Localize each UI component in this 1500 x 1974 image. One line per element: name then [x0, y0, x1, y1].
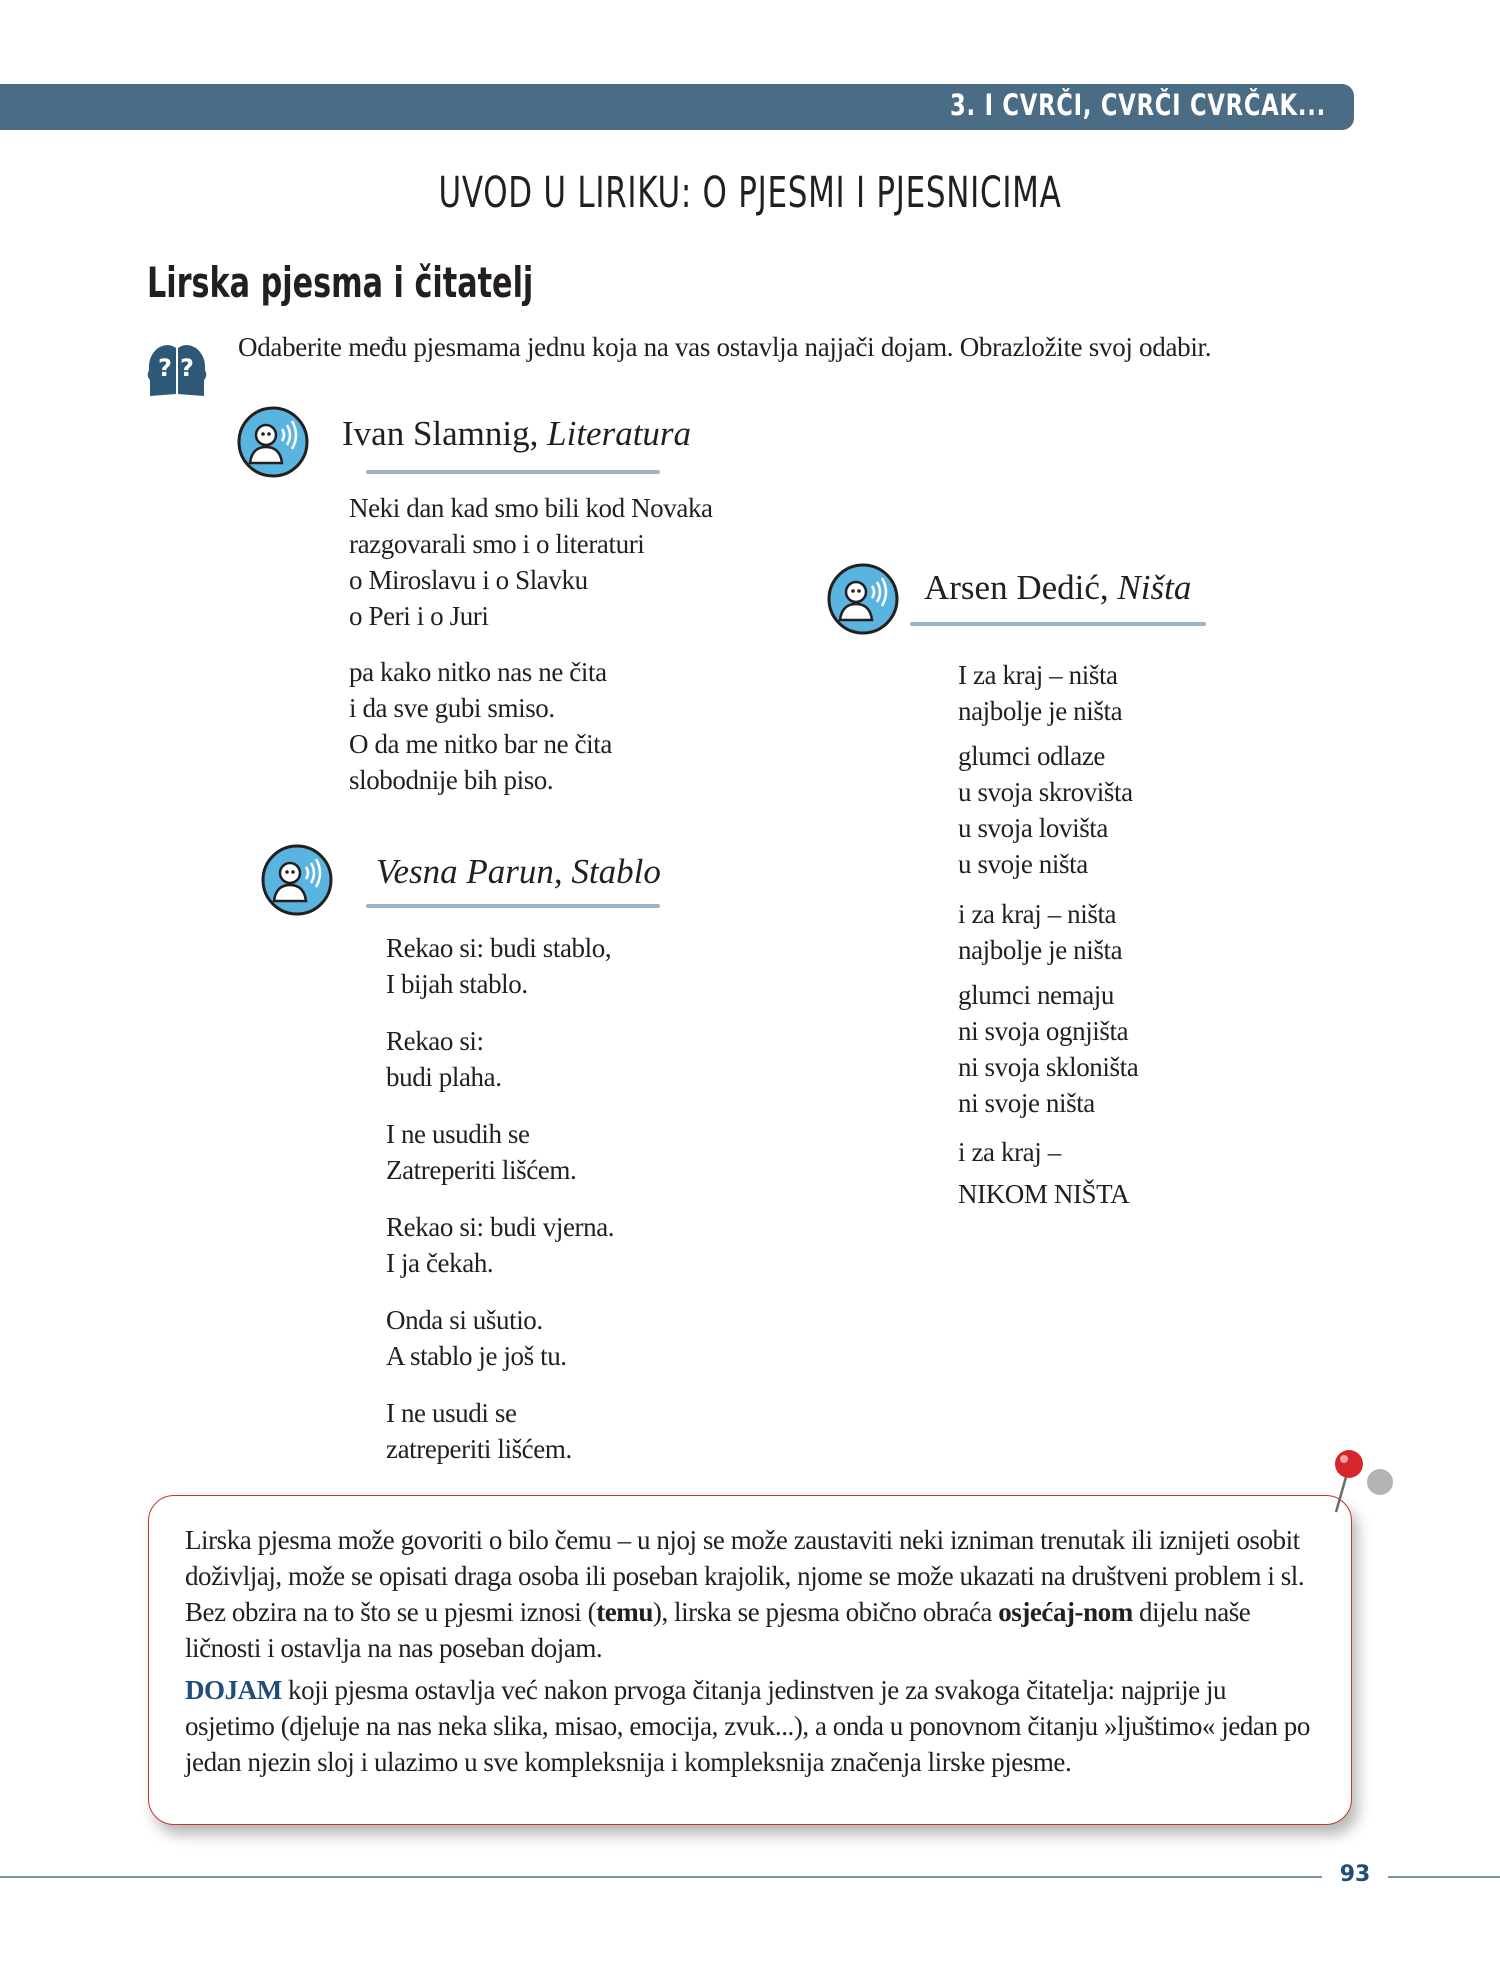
- poem-stanza: [349, 654, 612, 798]
- note-paragraph: [185, 1522, 1315, 1666]
- poem-title: Literatura: [547, 414, 692, 453]
- note-text: dijelu naše ličnosti i ostavlja na nas poseban dojam.: [185, 1597, 1251, 1663]
- poem-stanza: [386, 1209, 614, 1281]
- poem-line: najbolje je ništa: [958, 696, 1123, 726]
- poem-line: I za kraj – ništa: [958, 660, 1118, 690]
- poem-stanza: [958, 657, 1122, 729]
- note-term-temu: temu: [596, 1597, 653, 1627]
- poem-title: Ništa: [1117, 568, 1192, 607]
- poem-line: A stablo je još tu.: [386, 1341, 567, 1371]
- listen-audio-icon[interactable]: [826, 562, 900, 636]
- poem-stanza: [386, 1395, 572, 1467]
- heading-underline: [910, 622, 1206, 626]
- poem-line: slobodnije bih piso.: [349, 765, 554, 795]
- poem-line: NIKOM NIŠTA: [958, 1179, 1130, 1209]
- poem-title: Stablo: [571, 852, 661, 891]
- note-paragraph: [185, 1672, 1315, 1780]
- poem-line: I ja čekah.: [386, 1248, 494, 1278]
- poem-stanza: [349, 490, 713, 634]
- poem-stanza: [958, 1134, 1061, 1170]
- poem-line: budi plaha.: [386, 1062, 502, 1092]
- poem-line: ni svoje ništa: [958, 1088, 1095, 1118]
- subsection-title: Lirska pjesma i čitatelj: [147, 258, 534, 307]
- poem-line: o Peri i o Juri: [349, 601, 489, 631]
- poem-author: Ivan Slamnig,: [342, 414, 539, 453]
- poem-line: ni svoja skloništa: [958, 1052, 1139, 1082]
- poem-line: Onda si ušutio.: [386, 1305, 543, 1335]
- note-text: ), lirska se pjesma obično obraća: [652, 1597, 999, 1627]
- info-callout-box: [148, 1495, 1352, 1825]
- poem-line: u svoja lovišta: [958, 813, 1108, 843]
- heading-underline: [366, 470, 660, 474]
- note-text: Lirska pjesma može govoriti o bilo čemu – u njoj se može zaustaviti neki izniman trenutak ili iznijeti osobit doživljaj, može se opisati draga osoba ili poseban krajolik, njome se može ukazati na društveni problem i sl. Bez obzira na to što se u pjesmi iznosi (: [185, 1525, 1305, 1627]
- poem-author: Arsen Dedić,: [924, 568, 1109, 607]
- poem-stanza: [386, 930, 611, 1002]
- poem-line: ni svoja ognjišta: [958, 1016, 1129, 1046]
- poem-heading-slamnig: [342, 414, 691, 454]
- poem-line: Rekao si: budi vjerna.: [386, 1212, 615, 1242]
- pushpin-icon: [1328, 1448, 1406, 1518]
- note-keyword-dojam: DOJAM: [185, 1675, 282, 1705]
- poem-line: Zatreperiti lišćem.: [386, 1155, 577, 1185]
- poem-stanza: [958, 896, 1122, 968]
- poem-line: u svoje ništa: [958, 849, 1088, 879]
- poem-line: razgovarali smo i o literaturi: [349, 529, 645, 559]
- section-title: UVOD U LIRIKU: O PJESMI I PJESNICIMA: [438, 168, 1062, 218]
- poem-author: Vesna Parun,: [376, 852, 563, 891]
- poem-line: i da sve gubi smiso.: [349, 693, 555, 723]
- chapter-banner: [0, 84, 1354, 130]
- task-instruction: Odaberite među pjesmama jednu koja na vas ostavlja najjači dojam. Obrazložite svoj odabir.: [238, 332, 1212, 362]
- poem-line: pa kako nitko nas ne čita: [349, 657, 607, 687]
- svg-text:?: ?: [158, 354, 172, 382]
- poem-stanza: [958, 1176, 1129, 1212]
- poem-line: i za kraj –: [958, 1137, 1061, 1167]
- svg-text:?: ?: [180, 354, 194, 382]
- poem-line: Rekao si: budi stablo,: [386, 933, 612, 963]
- poem-line: I ne usudih se: [386, 1119, 530, 1149]
- listen-audio-icon[interactable]: [260, 843, 334, 917]
- question-heads-icon: [146, 336, 208, 398]
- footer-rule: [0, 1876, 1322, 1878]
- poem-line: I ne usudi se: [386, 1398, 517, 1428]
- poem-line: i za kraj – ništa: [958, 899, 1117, 929]
- poem-line: glumci odlaze: [958, 741, 1105, 771]
- note-text: koji pjesma ostavlja već nakon prvoga čitanja jedinstven je za svakoga čitatelja: najprije ju osjetimo (djeluje na nas neka slika, misao, emocija, zvuk...), a onda u ponovnom čitanju »ljuštimo« jedan po jedan njezin sloj i ulazimo u sve kompleksnija i kompleksnija značenja lirske pjesme.: [185, 1675, 1310, 1777]
- poem-line: o Miroslavu i o Slavku: [349, 565, 588, 595]
- chapter-title: 3. I CVRČI, CVRČI CVRČAK...: [950, 88, 1326, 122]
- footer-rule: [1388, 1876, 1500, 1878]
- poem-stanza: [958, 977, 1138, 1121]
- poem-line: u svoja skrovišta: [958, 777, 1133, 807]
- poem-line: zatreperiti lišćem.: [386, 1434, 572, 1464]
- poem-stanza: [386, 1116, 576, 1188]
- poem-heading-parun: [376, 852, 661, 892]
- poem-line: O da me nitko bar ne čita: [349, 729, 612, 759]
- page-number: 93: [1339, 1862, 1371, 1887]
- poem-heading-dedic: [924, 568, 1191, 608]
- note-term-osjecajnom: osjećaj-nom: [998, 1597, 1133, 1627]
- poem-stanza: [386, 1302, 567, 1374]
- listen-audio-icon[interactable]: [236, 405, 310, 479]
- poem-stanza: [386, 1023, 502, 1095]
- poem-line: glumci nemaju: [958, 980, 1115, 1010]
- poem-stanza: [958, 738, 1133, 882]
- poem-line: Rekao si:: [386, 1026, 484, 1056]
- poem-line: Neki dan kad smo bili kod Novaka: [349, 493, 713, 523]
- heading-underline: [366, 904, 660, 908]
- poem-line: I bijah stablo.: [386, 969, 528, 999]
- poem-line: najbolje je ništa: [958, 935, 1123, 965]
